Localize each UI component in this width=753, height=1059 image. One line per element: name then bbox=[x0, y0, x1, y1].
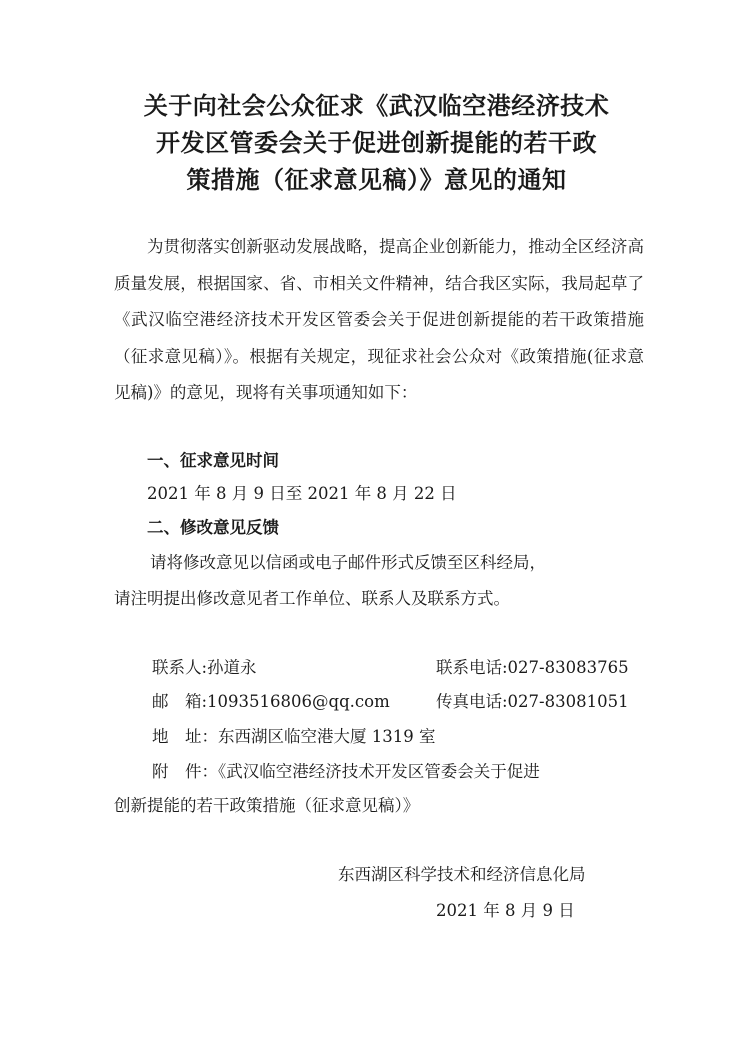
section-2-content-line-1: 请将修改意见以信函或电子邮件形式反馈至区科经局， bbox=[150, 553, 546, 572]
title-line-1: 关于向社会公众征求《武汉临空港经济技术 bbox=[143, 92, 610, 120]
contact-address: 地 址：东西湖区临空港大厦 1319 室 bbox=[152, 727, 436, 746]
section-1-content: 2021 年 8 月 9 日至 2021 年 8 月 22 日 bbox=[147, 484, 457, 503]
contact-phone: 联系电话:027-83083765 bbox=[436, 658, 629, 677]
signature-date: 2021 年 8 月 9 日 bbox=[436, 901, 575, 920]
title-line-2: 开发区管委会关于促进创新提能的若干政 bbox=[156, 129, 597, 157]
contact-person: 联系人:孙道永 bbox=[152, 658, 257, 677]
intro-paragraph: 为贯彻落实创新驱动发展战略，提高企业创新能力，推动全区经济高质量发展，根据国家、省、市相关文件精神，结合我区实际，我局起草了《武汉临空港经济技术开发区管委会关于促进创新提能的若干政策措施（征求意见稿）》。根据有关规定，现征求社会公众对《政策措施(征求意见稿)》的意见，现将有关事项通知如下： bbox=[114, 237, 644, 402]
attachment-line-2: 创新提能的若干政策措施（征求意见稿）》 bbox=[114, 796, 420, 815]
signature-organization: 东西湖区科学技术和经济信息化局 bbox=[338, 865, 586, 884]
section-2-heading: 二、修改意见反馈 bbox=[147, 518, 279, 537]
section-1-heading: 一、征求意见时间 bbox=[147, 451, 279, 470]
document-title bbox=[100, 88, 653, 199]
contact-fax: 传真电话:027-83081051 bbox=[436, 692, 629, 711]
section-2-content-line-2: 请注明提出修改意见者工作单位、联系人及联系方式。 bbox=[114, 589, 510, 608]
title-line-3: 策措施（征求意见稿）》意见的通知 bbox=[186, 166, 567, 194]
attachment-line-1: 附 件：《武汉临空港经济技术开发区管委会关于促进 bbox=[152, 762, 540, 781]
contact-email: 邮 箱:1093516806@qq.com bbox=[152, 692, 390, 711]
